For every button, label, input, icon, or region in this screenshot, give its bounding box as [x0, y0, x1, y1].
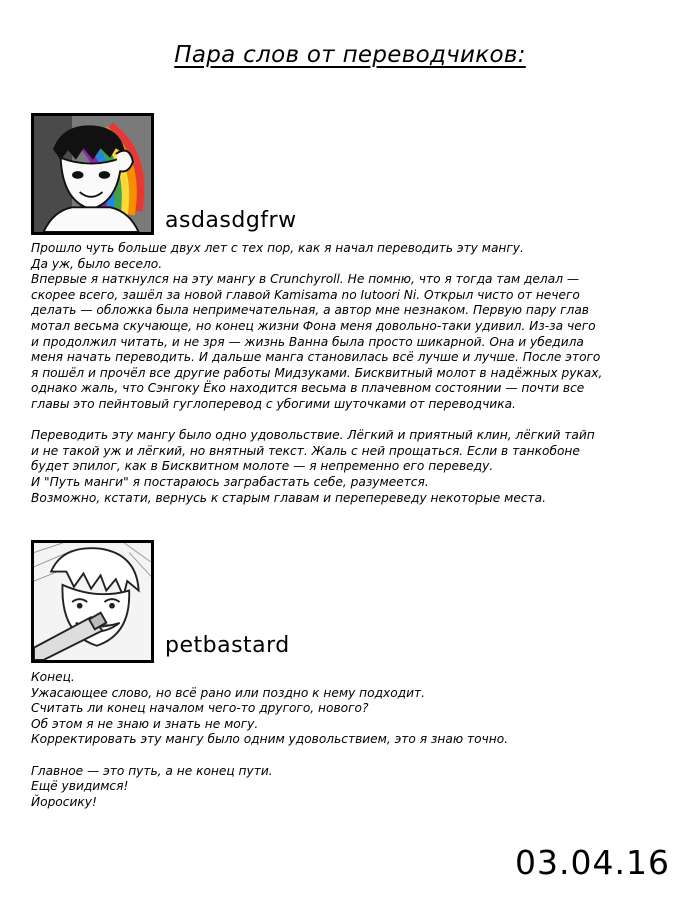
text-line: главы это пейнтовый гуглоперевод с убогими шуточками от переводчика. — [31, 396, 516, 411]
avatar-asdasdgfrw — [31, 113, 154, 235]
text-line: мотал весьма скучающе, но конец жизни Фона меня довольно-таки удивил. Из-за чего — [31, 318, 596, 333]
text-line: делать — обложка была непримечательная, а автор мне незнаком. Первую пару глав — [31, 303, 589, 318]
text-line: Главное — это путь, а не конец пути. — [31, 763, 273, 778]
text-line: И "Путь манги" я постараюсь заграбастать себе, разумеется. — [31, 474, 429, 489]
translator2-text — [31, 670, 671, 810]
translator1-text — [31, 241, 671, 506]
text-line: я пошёл и прочёл все другие работы Мидзуками. Бисквитный молот в надёжных руках, — [31, 365, 603, 380]
username-asdasdgfrw: asdasdgfrw — [165, 208, 297, 233]
text-line: Ужасающее слово, но всё рано или поздно к нему подходит. — [31, 685, 426, 700]
text-line: Йоросику! — [31, 794, 97, 809]
avatar-petbastard — [31, 540, 154, 663]
text-line: Да уж, было весело. — [31, 256, 163, 271]
text-line: однако жаль, что Сэнгоку Ёко находится весьма в плачевном состоянии — почти все — [31, 381, 585, 396]
text-line: Прошло чуть больше двух лет с тех пор, как я начал переводить эту мангу. — [31, 241, 524, 255]
date-stamp: 03.04.16 — [515, 843, 670, 882]
page-title — [0, 42, 700, 68]
page-title-text: Пара слов от переводчиков: — [174, 42, 526, 68]
text-line: Об этом я не знаю и знать не могу. — [31, 716, 259, 731]
text-line: Считать ли конец началом чего-то другого, нового? — [31, 701, 369, 716]
text-line: и не такой уж и лёгкий, но внятный текст. Жаль с ней прощаться. Если в танкобоне — [31, 443, 580, 458]
text-line: и продолжил читать, и не зря — жизнь Ванна была просто шикарной. Она и убедила — [31, 334, 584, 349]
text-line: Конец. — [31, 670, 75, 684]
text-line: меня начать переводить. И дальше манга становилась всё лучше и лучше. После этого — [31, 350, 601, 365]
text-line: Возможно, кстати, вернусь к старым главам и перепереведу некоторые места. — [31, 490, 546, 505]
text-line: Впервые я наткнулся на эту мангу в Crunchyroll. Не помню, что я тогда там делал — — [31, 272, 580, 287]
text-line: будет эпилог, как в Бисквитном молоте — я непременно его переведу. — [31, 459, 494, 474]
text-line: скорее всего, зашёл за новой главой Kamisama no Iutoori Ni. Открыл чисто от нечего — [31, 287, 580, 302]
text-line: Корректировать эту мангу было одним удовольствием, это я знаю точно. — [31, 732, 509, 747]
manga-grinning-character-avatar-icon — [34, 543, 151, 660]
username-petbastard: petbastard — [165, 633, 290, 658]
text-line: Переводить эту мангу было одно удовольствие. Лёгкий и приятный клин, лёгкий тайп — [31, 428, 595, 443]
manga-boy-rainbow-avatar-icon — [34, 116, 151, 232]
text-line: Ещё увидимся! — [31, 779, 129, 794]
